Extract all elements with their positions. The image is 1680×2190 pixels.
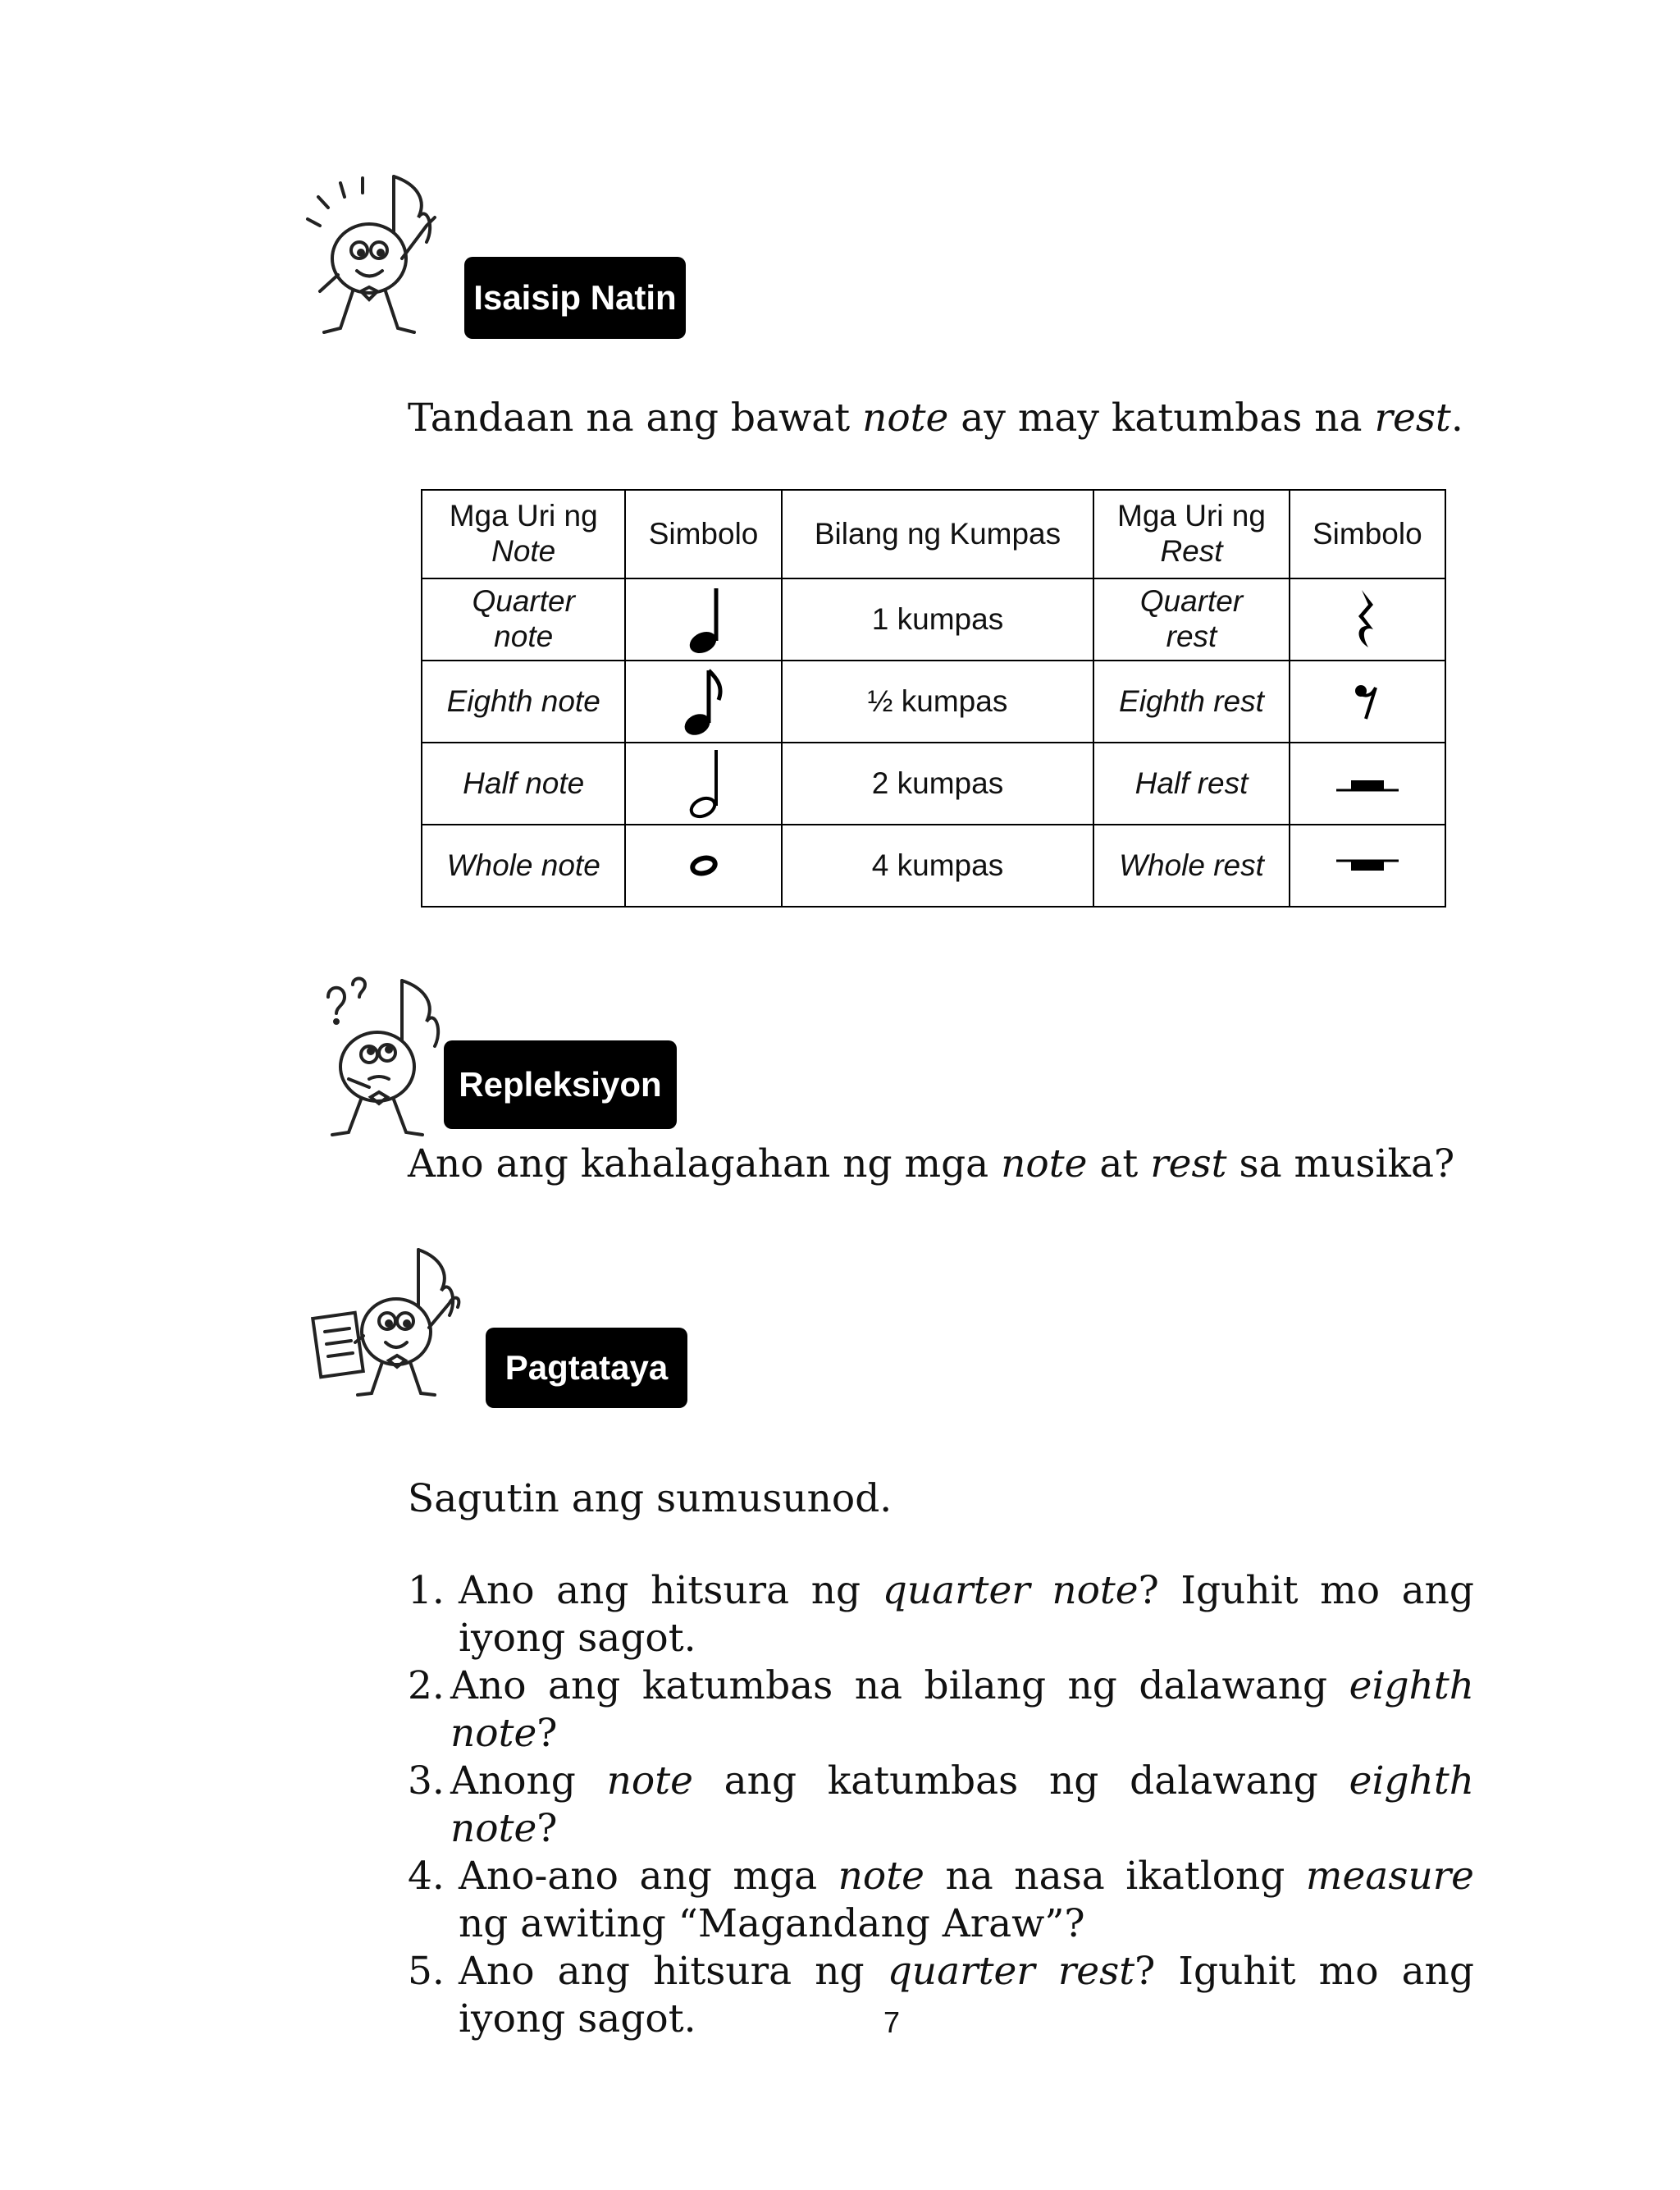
music-note-mascot-icon [304,168,459,341]
header-symbol: Simbolo [625,490,781,578]
header-beats: Bilang ng Kumpas [782,490,1094,578]
list-item: 4. Ano-ano ang mga note na nasa ikatlong measure ng awiting “Magandang Araw”? [408,1854,1474,1946]
rest-symbol-cell [1290,661,1445,743]
page-number: 7 [883,2005,901,2039]
quarter-rest-icon [1354,587,1381,652]
note-symbol-cell [625,743,781,825]
half-rest-icon [1335,774,1400,793]
whole-rest-icon [1335,856,1400,876]
rest-symbol-cell [1290,578,1445,661]
note-symbol-cell [625,578,781,661]
list-item: 1. Ano ang hitsura ng quarter note? Iguhit mo ang iyong sagot. [408,1568,1474,1661]
rest-name-cell: Quarter rest [1093,578,1289,661]
table-row [422,578,1445,661]
pagtataya-label: Pagtataya [486,1328,687,1408]
list-item: 5. Ano ang hitsura ng quarter rest? Iguhit mo ang iyong sagot. [408,1949,1474,2041]
note-rest-table [421,489,1446,908]
half-note-icon [683,747,724,821]
beats-cell: ½ kumpas [782,661,1094,743]
note-name-cell: Eighth note [422,661,625,743]
eighth-rest-icon [1353,681,1382,722]
note-symbol-cell [625,825,781,907]
list-item: 2. Ano ang katumbas na bilang ng dalawang eighth note? [408,1663,1474,1756]
eighth-note-icon [679,667,728,736]
beats-cell: 4 kumpas [782,825,1094,907]
header-rest-symbol: Simbolo [1290,490,1445,578]
rest-name-cell: Whole rest [1093,825,1289,907]
assessment-mascot-icon [310,1246,474,1401]
reflection-question: Ano ang kahalagahan ng mga note at rest sa musika? [408,1141,1455,1186]
rest-symbol-cell [1290,743,1445,825]
header-rest-type: Mga Uri ng Rest [1093,490,1289,578]
beats-cell: 2 kumpas [782,743,1094,825]
header-note-type: Mga Uri ng Note [422,490,625,578]
assessment-instruction: Sagutin ang sumusunod. [408,1476,892,1521]
table-row [422,661,1445,743]
whole-note-icon [687,853,720,878]
thinking-mascot-icon [312,972,455,1136]
quarter-note-icon [683,585,724,654]
beats-cell: 1 kumpas [782,578,1094,661]
table-row [422,825,1445,907]
note-name-cell: Half note [422,743,625,825]
table-header-row [422,490,1445,578]
intro-text: Tandaan na ang bawat note ay may katumbas na rest. [408,395,1463,441]
note-symbol-cell [625,661,781,743]
rest-name-cell: Half rest [1093,743,1289,825]
table-row [422,743,1445,825]
note-name-cell: Whole note [422,825,625,907]
question-list [408,1567,1474,2043]
note-name-cell: Quarter note [422,578,625,661]
isaisip-natin-label: Isaisip Natin [464,257,686,339]
rest-name-cell: Eighth rest [1093,661,1289,743]
list-item: 3. Anong note ang katumbas ng dalawang eighth note? [408,1758,1474,1851]
repleksiyon-label: Repleksiyon [444,1040,677,1129]
rest-symbol-cell [1290,825,1445,907]
